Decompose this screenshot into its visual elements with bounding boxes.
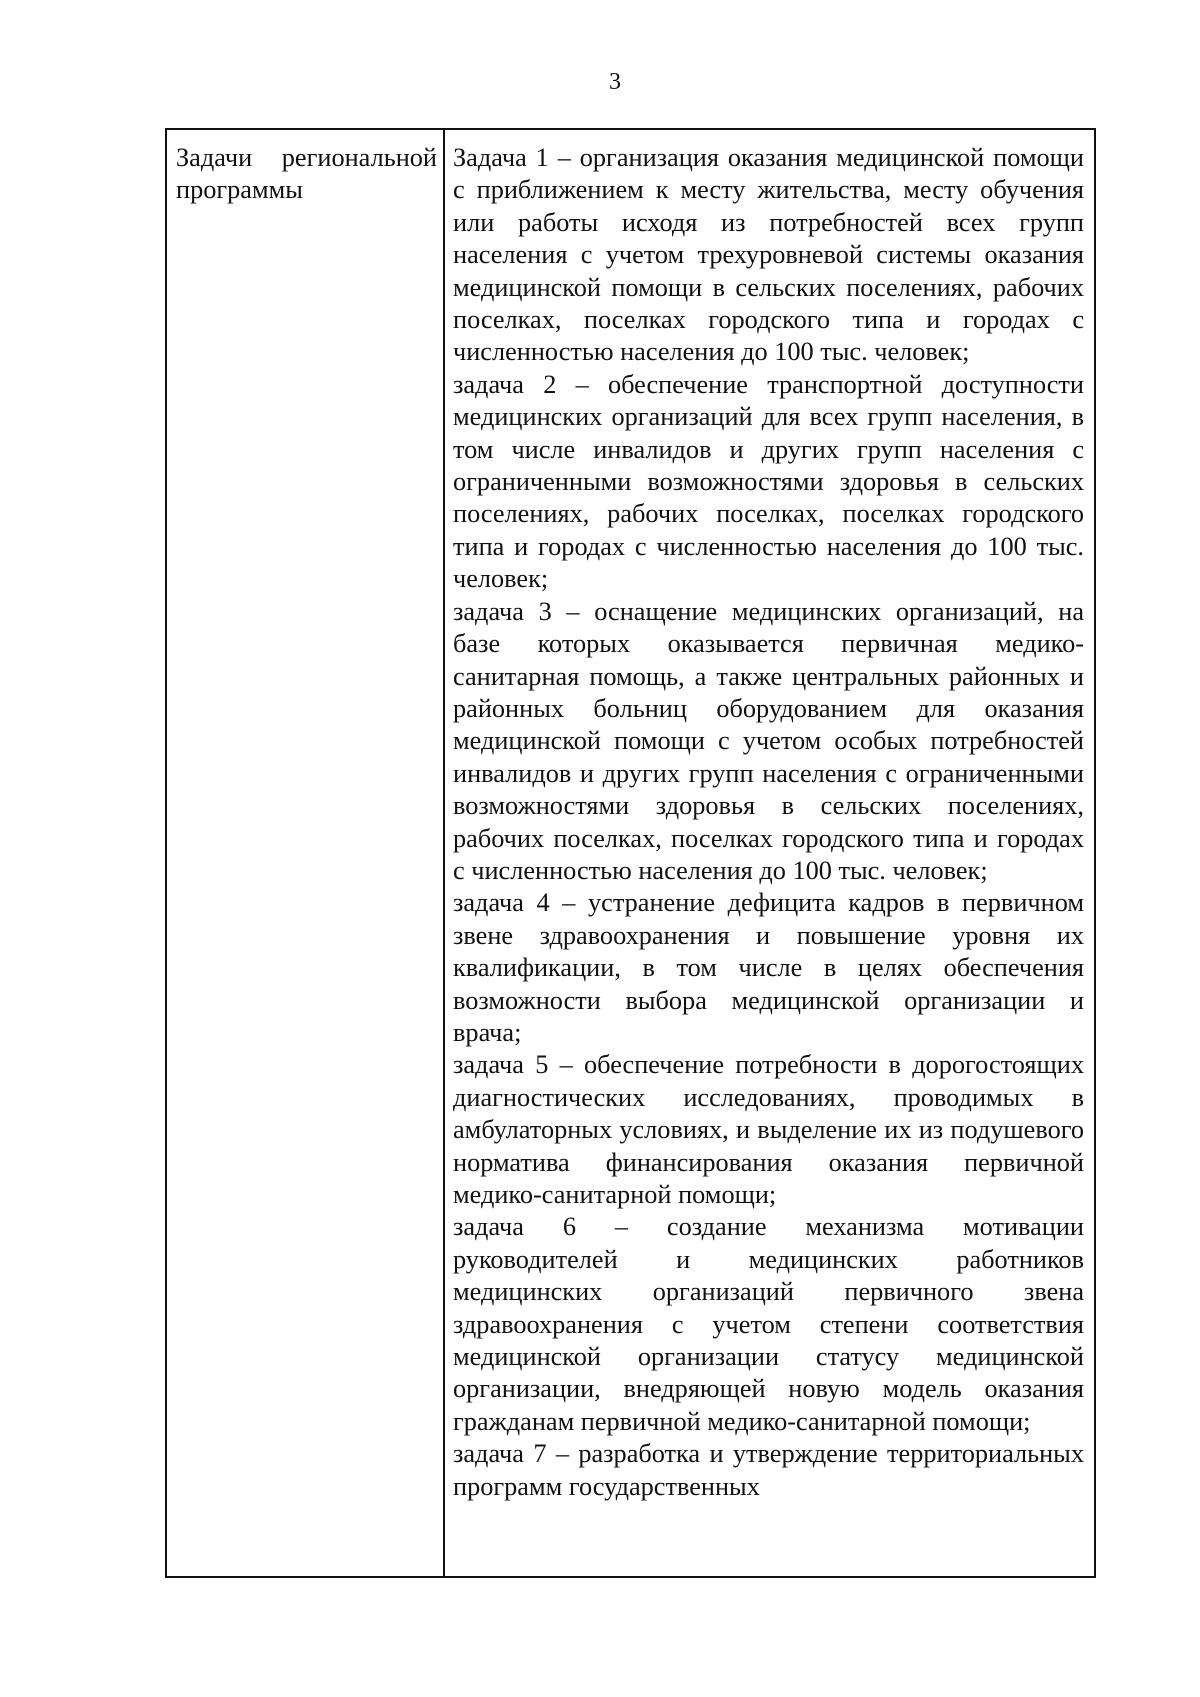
task-6-text: задача 6 – создание механизма мотивации руководителей и медицинских работников медицинских организаций первичного звена здравоохранения с учетом степени соответствия медицинской организации статусу медицинской организации, внедряющей новую модель оказания гражданам первичной медико-санитарной помощи; (453, 1212, 1084, 1436)
program-tasks-table (165, 128, 1096, 1578)
task-2-text: задача 2 – обеспечение транспортной доступности медицинских организаций для всех групп населения, в том числе инвалидов и других групп населения с ограниченными возможностями здоровья в сельских поселениях, рабочих поселках, поселках городского типа и городах с численностью населения до 100 тыс. человек; (453, 369, 1084, 594)
task-5-text: задача 5 – обеспечение потребности в дорогостоящих диагностических исследованиях, проводимых в амбулаторных условиях, и выделение их из подушевого норматива финансирования оказания первичной медико-санитарной помощи; (453, 1050, 1084, 1209)
page-number: 3 (609, 69, 621, 95)
row-label-cell (166, 129, 444, 1577)
task-4-text: задача 4 – устранение дефицита кадров в первичном звене здравоохранения и повышение уровня их квалификации, в том числе в целях обеспечения возможности выбора медицинской организации и врача; (453, 888, 1084, 1047)
row-label: Задачи региональной программы (176, 143, 437, 205)
table-row (166, 129, 1095, 1577)
row-content-cell (444, 129, 1095, 1577)
task-3-text: задача 3 – оснащение медицинских организаций, на базе которых оказывается первичная медико-санитарная помощь, а также центральных районных и районных больниц оборудованием для оказания медицинской помощи с учетом особых потребностей инвалидов и других групп населения с ограниченными возможностями здоровья в сельских поселениях, рабочих поселках, поселках городского типа и городах с численностью населения до 100 тыс. человек; (453, 596, 1084, 885)
task-7-text: задача 7 – разработка и утверждение территориальных программ государственных (453, 1439, 1084, 1501)
task-1-text: Задача 1 – организация оказания медицинской помощи с приближением к месту жительства, месту обучения или работы исходя из потребностей всех групп населения с учетом трехуровневой системы оказания медицинской помощи в сельских поселениях, рабочих поселках, поселках городского типа и городах с численностью населения до 100 тыс. человек; (453, 143, 1084, 367)
